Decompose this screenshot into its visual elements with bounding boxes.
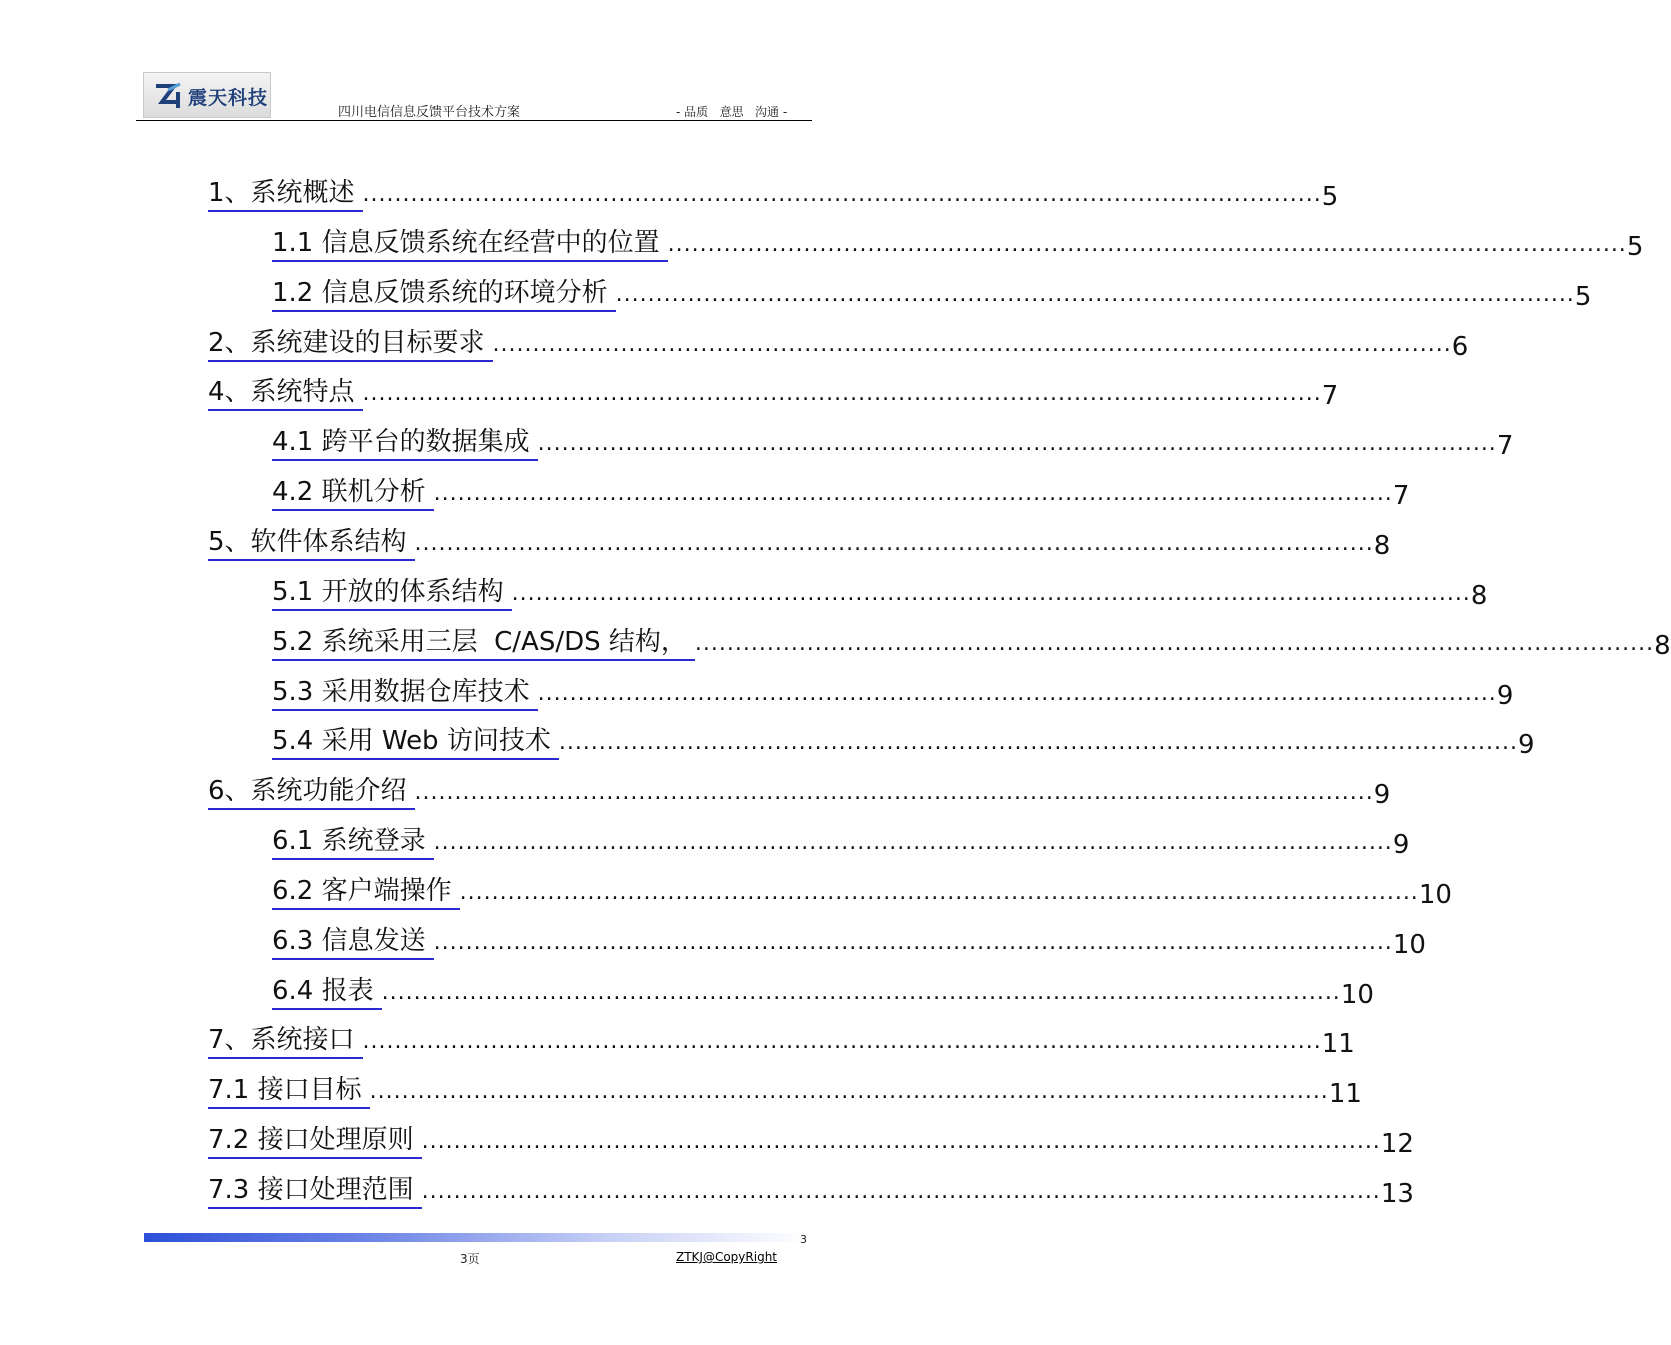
toc-entry[interactable] — [272, 226, 1644, 262]
toc-dot-leader: ........................................................................................................................ — [694, 630, 1655, 656]
toc-entry[interactable] — [208, 525, 1391, 561]
toc-entry-page: 5 — [1626, 231, 1644, 262]
toc-dot-leader: ........................................................................................................................ — [362, 182, 1322, 207]
toc-entry[interactable] — [208, 1123, 1414, 1160]
toc-dot-leader: ........................................................................................................................ — [511, 580, 1471, 606]
toc-dot-leader: ........................................................................................................................ — [459, 879, 1419, 905]
toc-dot-leader: ........................................................................................................................ — [615, 281, 1575, 307]
toc-entry-label: 5.3 采用数据仓库技术 — [272, 677, 538, 711]
toc-entry-page: 8 — [1470, 580, 1488, 611]
toc-entry[interactable] — [272, 475, 1410, 512]
toc-entry[interactable] — [208, 1023, 1355, 1060]
toc-entry[interactable] — [208, 1073, 1362, 1110]
toc-dot-leader: ........................................................................................................................ — [369, 1079, 1329, 1105]
toc-dot-leader: ........................................................................................................................ — [414, 780, 1374, 806]
toc-entry-label: 4、系统特点 — [208, 377, 363, 411]
toc-dot-leader: ........................................................................................................................ — [537, 431, 1497, 457]
toc-entry-page: 13 — [1380, 1179, 1414, 1209]
toc-entry-page: 12 — [1380, 1129, 1414, 1160]
footer-page-label: 3页 — [460, 1252, 480, 1266]
toc-entry[interactable] — [272, 276, 1592, 312]
toc-dot-leader: ........................................................................................................................ — [421, 1179, 1381, 1204]
logo-text: 震天科技 — [188, 87, 269, 109]
toc-dot-leader: ........................................................................................................................ — [667, 231, 1627, 257]
toc-entry-page: 8 — [1654, 630, 1671, 661]
header-divider — [136, 120, 812, 121]
toc-dot-leader: ........................................................................................................................ — [421, 1129, 1381, 1155]
toc-dot-leader: ........................................................................................................................ — [537, 680, 1497, 706]
toc-entry-label: 7.1 接口目标 — [208, 1075, 370, 1109]
toc-entry[interactable] — [272, 824, 1410, 861]
toc-entry-label: 6、系统功能介绍 — [208, 776, 415, 810]
footer-copyright-link[interactable]: ZTKJ@CopyRight — [676, 1250, 777, 1264]
toc-entry-label: 4.2 联机分析 — [272, 477, 434, 511]
company-logo — [143, 72, 271, 118]
toc-entry-label: 5、软件体系结构 — [208, 527, 415, 561]
toc-entry-label: 6.2 客户端操作 — [272, 876, 460, 910]
footer-gradient-bar — [144, 1233, 808, 1242]
toc-entry[interactable] — [272, 425, 1514, 462]
toc-dot-leader: ........................................................................................................................ — [492, 331, 1452, 357]
toc-dot-leader: ........................................................................................................................ — [433, 929, 1393, 955]
toc-entry[interactable] — [272, 874, 1452, 910]
toc-entry-page: 9 — [1518, 730, 1535, 761]
toc-entry-label: 5.2 系统采用三层 C/AS/DS 结构， — [272, 627, 695, 661]
toc-entry-page: 9 — [1373, 780, 1391, 811]
toc-dot-leader: ........................................................................................................................ — [414, 530, 1374, 556]
toc-entry-page: 7 — [1392, 481, 1410, 512]
toc-entry-label: 6.1 系统登录 — [272, 826, 434, 860]
toc-entry[interactable] — [272, 625, 1671, 661]
toc-dot-leader: ........................................................................................................................ — [558, 730, 1519, 756]
toc-entry[interactable] — [272, 924, 1426, 960]
toc-entry-page: 7 — [1496, 431, 1514, 462]
toc-entry-page: 6 — [1451, 331, 1469, 362]
toc-entry-label: 4.1 跨平台的数据集成 — [272, 427, 538, 461]
toc-entry-label: 6.3 信息发送 — [272, 926, 434, 960]
toc-entry[interactable] — [208, 774, 1391, 811]
toc-entry-page: 9 — [1496, 680, 1514, 711]
toc-entry-page: 5 — [1321, 182, 1339, 212]
toc-entry-page: 7 — [1321, 381, 1339, 412]
document-title: 四川电信信息反馈平台技术方案 — [338, 105, 521, 120]
toc-entry-label: 1.2 信息反馈系统的环境分析 — [272, 278, 616, 312]
toc-entry[interactable] — [272, 974, 1374, 1010]
toc-entry-label: 7、系统接口 — [208, 1025, 363, 1059]
toc-entry-page: 8 — [1373, 530, 1391, 561]
toc-dot-leader: ........................................................................................................................ — [433, 830, 1393, 856]
toc-entry-page: 9 — [1392, 830, 1410, 861]
toc-dot-leader: ........................................................................................................................ — [362, 381, 1322, 407]
toc-entry-label: 5.1 开放的体系结构 — [272, 577, 512, 611]
toc-entry-page: 11 — [1321, 1029, 1355, 1060]
toc-entry[interactable] — [208, 375, 1339, 412]
toc-entry[interactable] — [272, 575, 1488, 611]
zt-logo-icon — [154, 82, 182, 110]
toc-dot-leader: ........................................................................................................................ — [381, 979, 1341, 1005]
toc-entry-page: 11 — [1328, 1079, 1362, 1110]
toc-entry-label: 1、系统概述 — [208, 178, 363, 212]
toc-entry[interactable] — [208, 1173, 1414, 1209]
header-motto: - 品质 意思 沟通 - — [676, 105, 788, 119]
toc-entry-label: 7.2 接口处理原则 — [208, 1125, 422, 1159]
toc-dot-leader: ........................................................................................................................ — [362, 1029, 1322, 1055]
toc-entry-label: 6.4 报表 — [272, 976, 382, 1010]
toc-entry-label: 5.4 采用 Web 访问技术 — [272, 726, 559, 760]
toc-entry-label: 7.3 接口处理范围 — [208, 1175, 422, 1209]
toc-entry[interactable] — [272, 724, 1535, 761]
toc-dot-leader: ........................................................................................................................ — [433, 481, 1393, 507]
footer-page-number: 3 — [800, 1233, 807, 1246]
toc-entry-page: 5 — [1574, 281, 1592, 312]
toc-entry[interactable] — [272, 675, 1514, 711]
toc-entry-page: 10 — [1418, 879, 1452, 910]
toc-entry[interactable] — [208, 176, 1339, 212]
toc-entry-label: 2、系统建设的目标要求 — [208, 328, 493, 362]
toc-entry-label: 1.1 信息反馈系统在经营中的位置 — [272, 228, 668, 262]
toc-entry-page: 10 — [1392, 929, 1426, 960]
toc-entry[interactable] — [208, 326, 1469, 362]
toc-entry-page: 10 — [1340, 979, 1374, 1010]
